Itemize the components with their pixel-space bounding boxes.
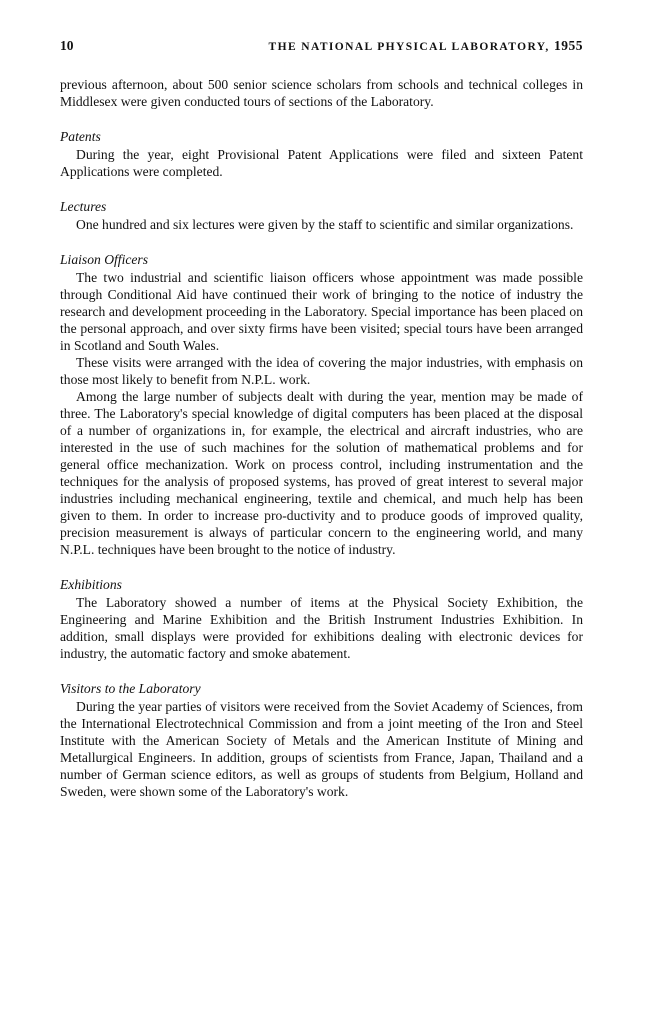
document-page <box>60 38 583 800</box>
section-heading-patents: Patents <box>60 129 101 144</box>
page-number: 10 <box>60 38 74 53</box>
section-exhibitions <box>60 576 583 662</box>
paragraph: During the year parties of visitors were received from the Soviet Academy of Sciences, from the International Electrotechnical Commission and from a joint meeting of the Iron and Steel Institute with the American Society of Metals and the American Institute of Mining and Metallurgical Engineers. In addition, groups of scientists from France, Japan, Thailand and a number of German science editors, as well as groups of students from Belgium, Holland and Sweden, were shown some of the Laboratory's work. <box>60 699 583 799</box>
running-header <box>60 38 583 62</box>
section-heading-visitors: Visitors to the Laboratory <box>60 681 201 696</box>
paragraph: One hundred and six lectures were given by the staff to scientific and similar organizations. <box>76 217 574 232</box>
section-patents <box>60 128 583 180</box>
section-liaison-officers <box>60 251 583 558</box>
section-heading-liaison-officers: Liaison Officers <box>60 252 148 267</box>
section-heading-lectures: Lectures <box>60 199 107 214</box>
section-heading-exhibitions: Exhibitions <box>60 577 122 592</box>
section-lectures <box>60 198 583 233</box>
running-title <box>269 38 583 54</box>
intro-paragraph: previous afternoon, about 500 senior science scholars from schools and technical colleges in Middlesex were given conducted tours of sections of the Laboratory. <box>60 77 583 109</box>
paragraph: During the year, eight Provisional Patent Applications were filed and sixteen Patent Applications were completed. <box>60 147 583 179</box>
paragraph: These visits were arranged with the idea of covering the major industries, with emphasis on those most likely to benefit from N.P.L. work. <box>60 355 583 387</box>
paragraph: Among the large number of subjects dealt with during the year, mention may be made of three. The Laboratory's special knowledge of digital computers has been placed at the disposal of a number of organizations in, for example, the electrical and aircraft industries, who are interested in the use of such machines for the solution of mathematical problems and for general office mechanization. Work on process control, including instrumentation and the techniques for the analysis of proposed systems, has proved of great interest to several major industries including mechanical engineering, textile and chemical, and much help has been given to them. In order to increase pro-ductivity and to produce goods of improved quality, precision measurement is always of particular concern to the engineering world, and many N.P.L. techniques have been brought to the notice of industry. <box>60 389 583 557</box>
paragraph: The two industrial and scientific liaison officers whose appointment was made possible through Conditional Aid have continued their work of bringing to the notice of industry the research and development proceeding in the Laboratory. Special importance has been placed on the personal approach, and over sixty firms have been visited; special tours have been arranged in Scotland and South Wales. <box>60 270 583 353</box>
running-title-year: 1955 <box>554 38 583 53</box>
running-title-text: THE NATIONAL PHYSICAL LABORATORY, <box>268 41 550 53</box>
paragraph: The Laboratory showed a number of items at the Physical Society Exhibition, the Engineering and Marine Exhibition and the British Instrument Industries Exhibition. In addition, small displays were provided for exhibitions dealing with electronic devices for industry, the automatic factory and smoke abatement. <box>60 595 583 661</box>
section-visitors <box>60 680 583 800</box>
